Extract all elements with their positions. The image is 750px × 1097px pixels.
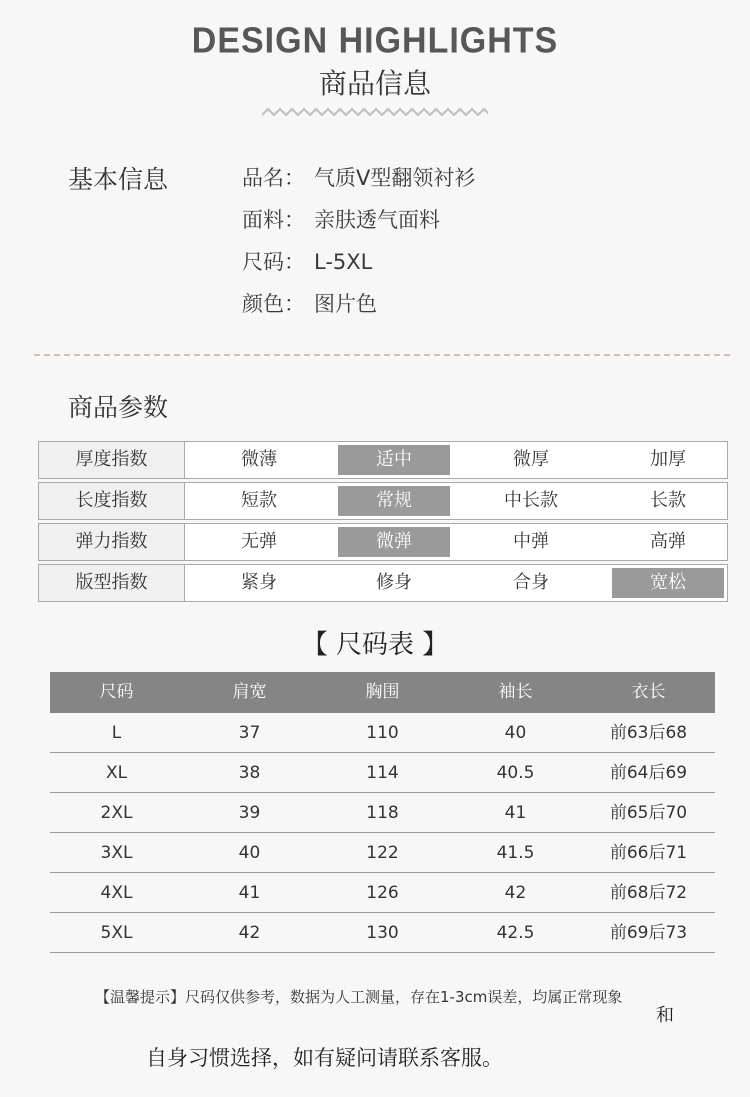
table-cell: 39 — [238, 803, 261, 823]
notice-fragment: 和 — [656, 1005, 674, 1026]
dashed-divider — [34, 354, 730, 356]
param-option: 无弹 — [241, 531, 277, 552]
table-cell: 前64后69 — [609, 763, 688, 783]
table-cell: 40 — [238, 843, 261, 863]
basic-info-label: 品名： — [242, 166, 305, 190]
param-option: 中长款 — [504, 490, 558, 511]
table-cell: 40.5 — [496, 763, 535, 783]
size-table-header-cell: 袖长 — [498, 682, 533, 702]
table-cell: 5XL — [100, 923, 133, 943]
basic-info-row — [242, 162, 475, 192]
notice-line-1: 【温馨提示】尺码仅供参考，数据为人工测量，存在1-3cm误差，均属正常现象 — [95, 988, 623, 1006]
table-cell: 前69后73 — [609, 923, 688, 943]
basic-info-value: 气质V型翻领衬衫 — [314, 166, 476, 190]
table-cell: 41 — [238, 883, 261, 903]
param-option: 微薄 — [241, 449, 277, 470]
table-row — [50, 913, 715, 953]
param-label: 版型指数 — [39, 565, 185, 601]
param-option: 合身 — [513, 572, 549, 593]
basic-info-title: 基本信息 — [68, 165, 169, 194]
table-row — [50, 793, 715, 833]
table-cell: 38 — [238, 763, 261, 783]
table-row — [50, 873, 715, 913]
notice-line-2: 自身习惯选择，如有疑问请联系客服。 — [146, 1046, 503, 1070]
basic-info-row — [242, 204, 440, 234]
param-option: 短款 — [241, 490, 277, 511]
size-table-header-cell: 胸围 — [365, 682, 400, 702]
param-row — [38, 523, 728, 561]
param-option: 加厚 — [650, 449, 686, 470]
param-label: 长度指数 — [39, 483, 185, 519]
table-cell: 42.5 — [496, 923, 535, 943]
table-cell: 42 — [238, 923, 261, 943]
table-cell: 3XL — [100, 843, 133, 863]
table-row — [50, 753, 715, 793]
product-info-title: 商品信息 — [318, 67, 431, 100]
param-row — [38, 564, 728, 602]
table-cell: XL — [105, 763, 128, 783]
size-table-title: 【 尺码表 】 — [301, 630, 449, 660]
table-row — [50, 713, 715, 753]
basic-info-row — [242, 288, 377, 318]
param-option-selected: 适中 — [338, 445, 450, 475]
table-cell: 2XL — [100, 803, 133, 823]
size-table-header-cell: 尺码 — [99, 682, 134, 702]
table-cell: 41 — [504, 803, 527, 823]
size-table-header-cell: 肩宽 — [232, 682, 267, 702]
size-table-header — [50, 672, 715, 713]
table-cell: 126 — [366, 883, 399, 903]
param-label: 厚度指数 — [39, 442, 185, 478]
basic-info-label: 颜色： — [242, 292, 305, 316]
table-cell: 前66后71 — [609, 843, 688, 863]
basic-info-label: 尺码： — [242, 250, 305, 274]
param-option: 高弹 — [650, 531, 686, 552]
table-cell: 114 — [366, 763, 399, 783]
param-row — [38, 482, 728, 520]
product-params-title: 商品参数 — [68, 393, 169, 422]
table-row — [50, 833, 715, 873]
param-option-selected: 微弹 — [338, 527, 450, 557]
table-cell: 37 — [238, 723, 261, 743]
param-option: 微厚 — [513, 449, 549, 470]
param-row — [38, 441, 728, 479]
table-cell: 前65后70 — [609, 803, 688, 823]
table-cell: 前63后68 — [609, 723, 688, 743]
table-cell: L — [111, 723, 122, 743]
table-cell: 42 — [504, 883, 527, 903]
basic-info-value: 图片色 — [314, 292, 377, 316]
basic-info-value: L-5XL — [314, 250, 373, 274]
table-cell: 前68后72 — [609, 883, 688, 903]
table-cell: 4XL — [100, 883, 133, 903]
table-cell: 40 — [504, 723, 527, 743]
param-option: 紧身 — [241, 572, 277, 593]
param-label: 弹力指数 — [39, 524, 185, 560]
param-option: 修身 — [376, 572, 412, 593]
basic-info-row — [242, 246, 372, 276]
param-option-selected: 常规 — [338, 486, 450, 516]
basic-info-value: 亲肤透气面料 — [314, 208, 440, 232]
param-option-selected: 宽松 — [612, 568, 724, 598]
table-cell: 41.5 — [496, 843, 535, 863]
design-highlights-title: DESIGN HIGHLIGHTS — [191, 21, 559, 61]
param-option: 长款 — [650, 490, 686, 511]
table-cell: 130 — [366, 923, 399, 943]
param-option: 中弹 — [513, 531, 549, 552]
basic-info-label: 面料： — [242, 208, 305, 232]
table-cell: 122 — [366, 843, 399, 863]
zigzag-divider — [262, 106, 488, 118]
size-table-header-cell: 衣长 — [631, 682, 666, 702]
table-cell: 118 — [366, 803, 399, 823]
table-cell: 110 — [366, 723, 399, 743]
